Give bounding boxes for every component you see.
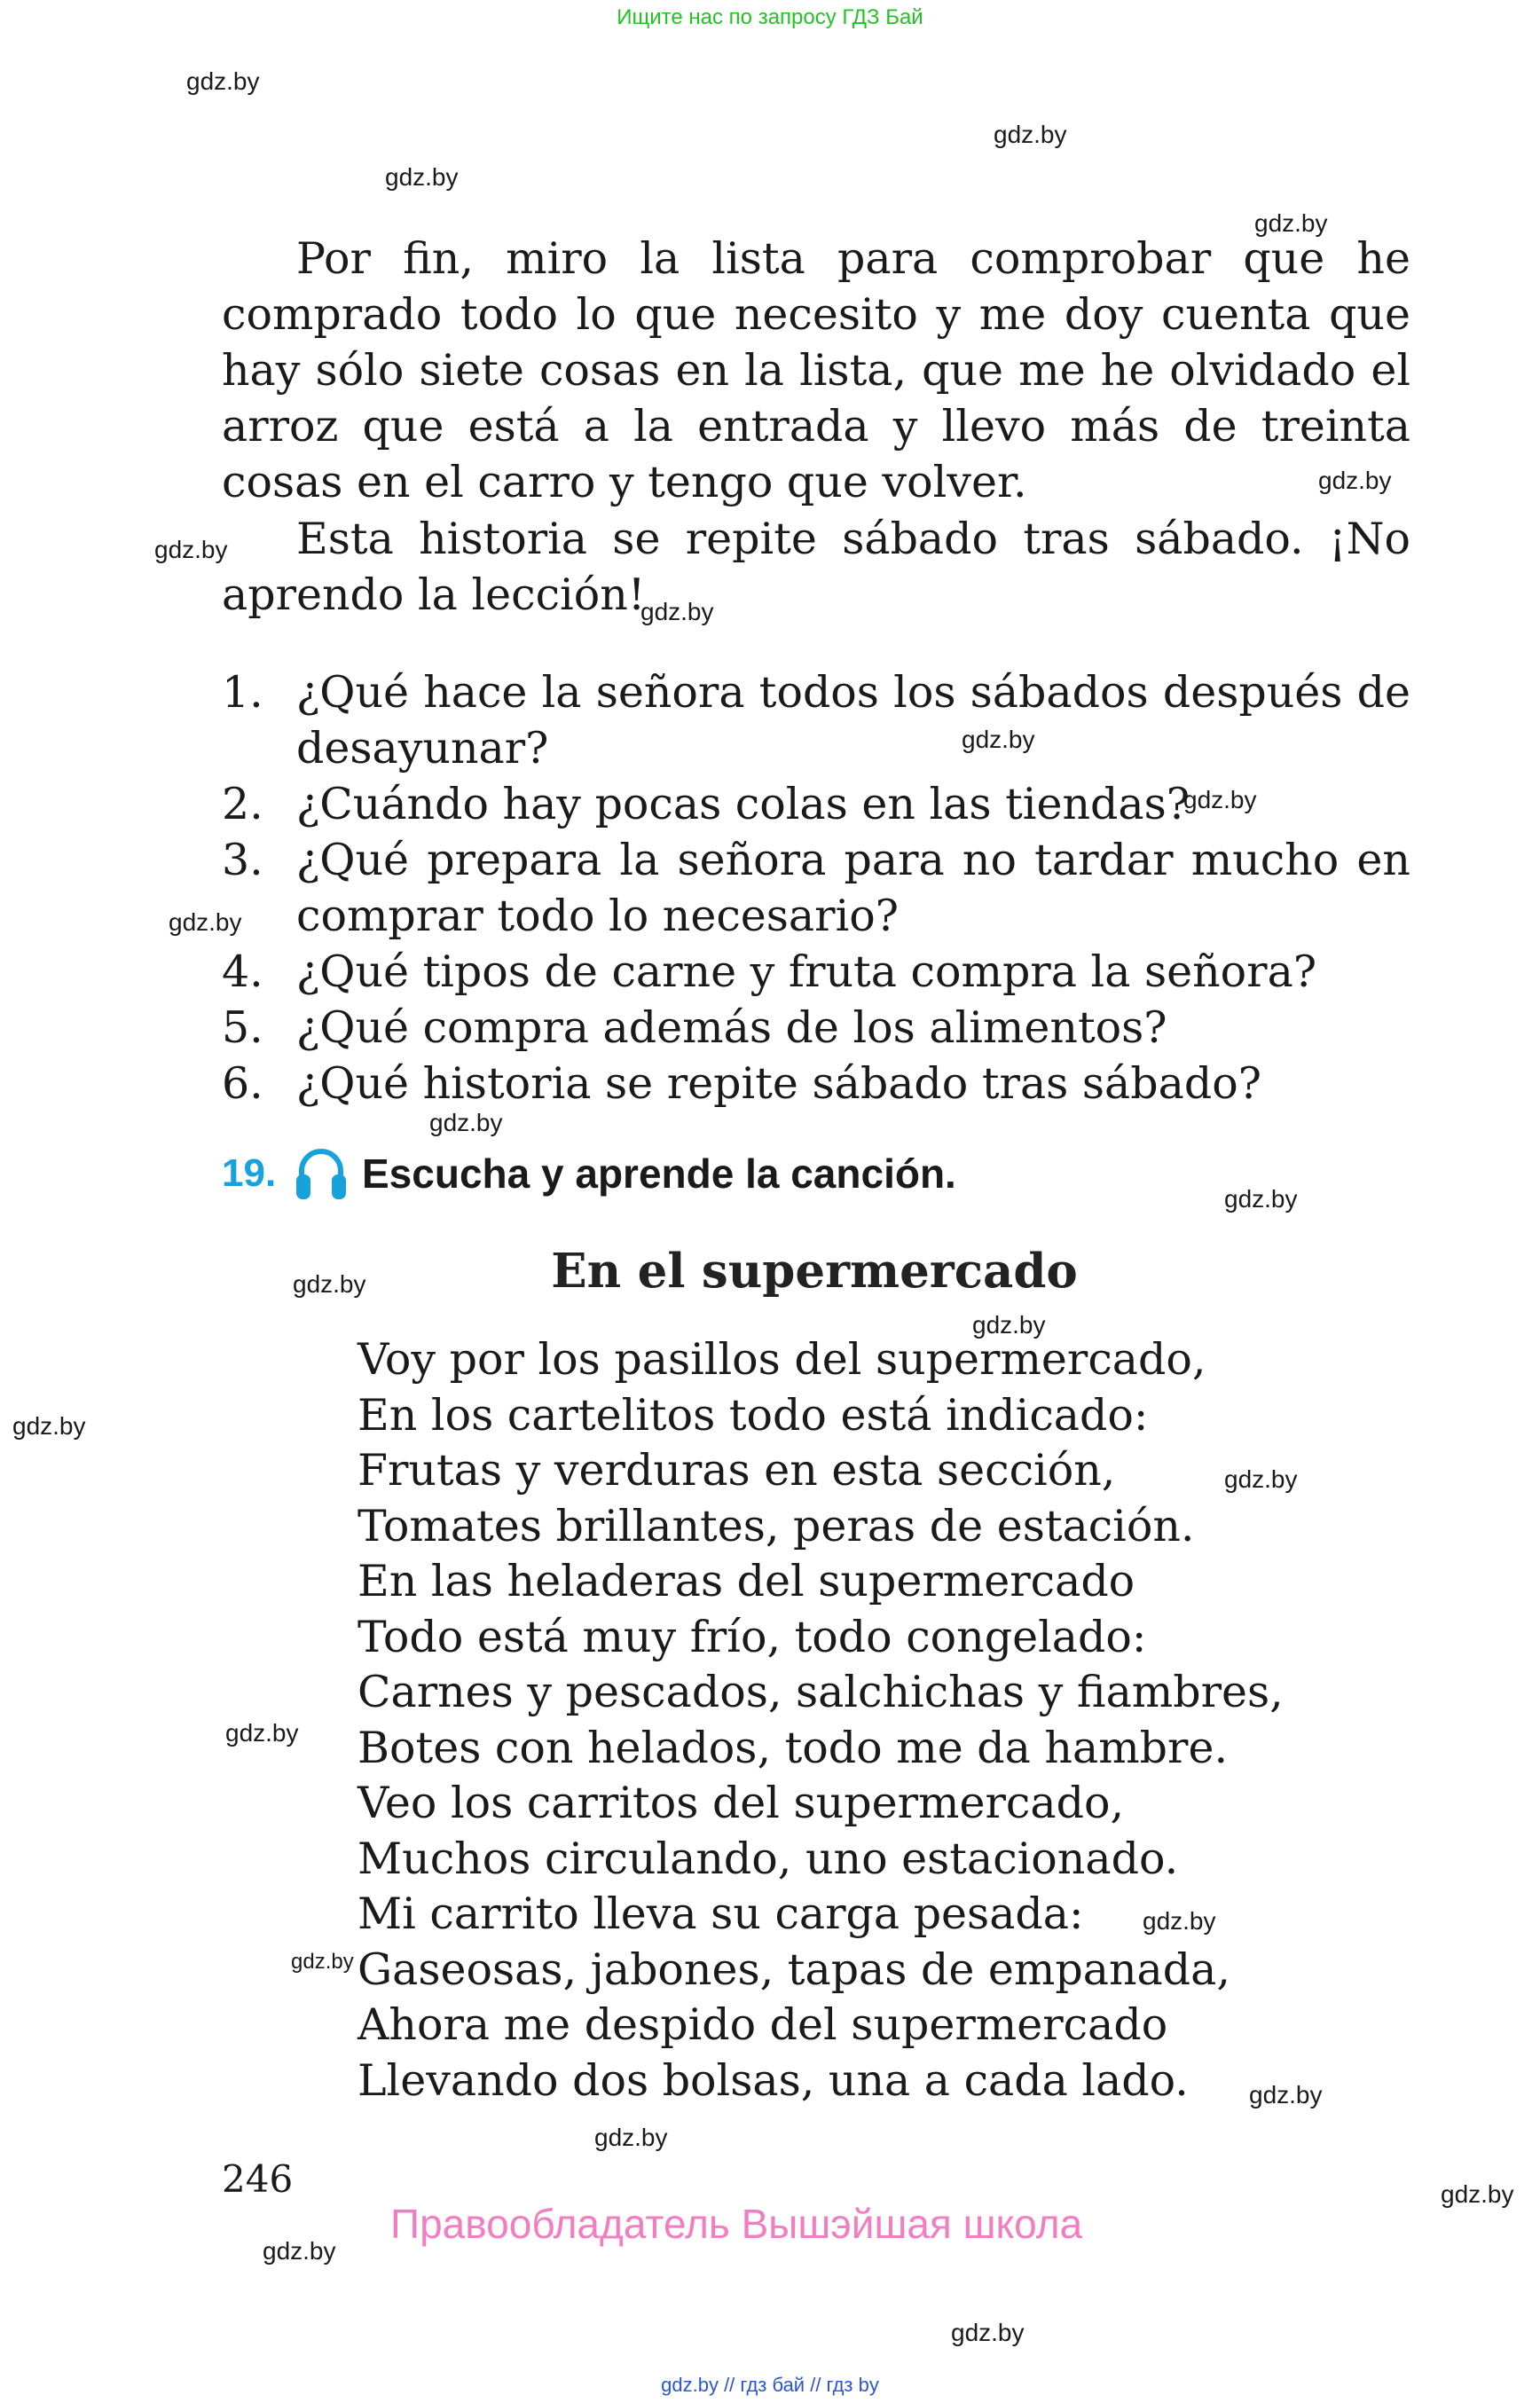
watermark: gdz.by bbox=[291, 1950, 354, 1974]
footer-links[interactable]: gdz.by // гдз бай // гдз by bbox=[661, 2374, 879, 2396]
watermark: gdz.by bbox=[169, 908, 242, 936]
song-line: Llevando dos bolsas, una a cada lado. bbox=[358, 2054, 1189, 2106]
text-paragraph: Esta historia se repite sábado tras sábado. ¡No aprendo la lección! bbox=[222, 514, 1410, 620]
watermark: gdz.by bbox=[12, 1412, 86, 1440]
song-line: Frutas y verduras en esta sección, bbox=[358, 1445, 1116, 1496]
question-item bbox=[222, 1056, 1410, 1111]
watermark: gdz.by bbox=[994, 121, 1067, 148]
question-item bbox=[222, 1000, 1410, 1056]
watermark: gdz.by bbox=[293, 1270, 366, 1298]
question-list bbox=[222, 664, 1410, 1111]
question-number: 4. bbox=[222, 946, 263, 997]
watermark: gdz.by bbox=[1254, 209, 1328, 237]
question-number: 3. bbox=[222, 835, 263, 885]
watermark: gdz.by bbox=[429, 1109, 503, 1136]
headphones-icon[interactable] bbox=[293, 1144, 350, 1203]
top-banner[interactable]: Ищите нас по запросу ГДЗ Бай bbox=[617, 5, 923, 29]
song-line: Muchos circulando, uno estacionado. bbox=[358, 1833, 1179, 1884]
watermark: gdz.by bbox=[186, 67, 260, 95]
watermark: gdz.by bbox=[951, 2319, 1025, 2346]
watermark: gdz.by bbox=[385, 163, 459, 191]
watermark: gdz.by bbox=[962, 726, 1035, 753]
watermark: gdz.by bbox=[1318, 467, 1392, 494]
song-line: Ahora me despido del supermercado bbox=[358, 1999, 1168, 2050]
watermark: gdz.by bbox=[972, 1311, 1046, 1339]
question-text: ¿Qué hace la señora todos los sábados después de desayunar? bbox=[296, 667, 1410, 774]
question-item bbox=[222, 832, 1410, 944]
song-line: En las heladeras del supermercado bbox=[358, 1556, 1135, 1606]
question-text: ¿Cuándo hay pocas colas en las tiendas? bbox=[296, 779, 1190, 829]
song-line: Botes con helados, todo me da hambre. bbox=[358, 1722, 1229, 1773]
song-line: Gaseosas, jabones, tapas de empanada, bbox=[358, 1944, 1230, 1995]
question-item bbox=[222, 776, 1410, 832]
watermark: gdz.by bbox=[594, 2124, 668, 2151]
watermark: gdz.by bbox=[1249, 2081, 1323, 2109]
question-item bbox=[222, 944, 1410, 1000]
question-text: ¿Qué tipos de carne y fruta compra la señora? bbox=[296, 946, 1317, 997]
question-item bbox=[222, 664, 1410, 776]
watermark: gdz.by bbox=[1224, 1185, 1298, 1213]
song-lyrics bbox=[358, 1332, 1284, 2109]
question-text: ¿Qué compra además de los alimentos? bbox=[296, 1002, 1167, 1053]
exercise-number: 19. bbox=[222, 1151, 277, 1195]
watermark: gdz.by bbox=[640, 598, 714, 625]
watermark: gdz.by bbox=[263, 2237, 336, 2265]
text-paragraph: Por fin, miro la lista para comprobar que he comprado todo lo que necesito y me doy cuenta que hay sólo siete cosas en la lista, que me he olvidado el arroz que está a la entrada y llevo más de treinta cosas en el carro y tengo que volver. bbox=[222, 233, 1410, 507]
copyright-notice: Правообладатель Вышэйшая школа bbox=[390, 2201, 1083, 2247]
song-line: En los cartelitos todo está indicado: bbox=[358, 1389, 1149, 1441]
page-number: 246 bbox=[222, 2157, 294, 2201]
song-line: Tomates brillantes, peras de estación. bbox=[358, 1500, 1195, 1551]
watermark: gdz.by bbox=[1441, 2180, 1514, 2208]
watermark: gdz.by bbox=[1224, 1465, 1298, 1493]
watermark: gdz.by bbox=[154, 536, 228, 563]
question-number: 6. bbox=[222, 1058, 263, 1109]
watermark: gdz.by bbox=[1143, 1907, 1216, 1935]
question-number: 1. bbox=[222, 667, 263, 718]
song-line: Mi carrito lleva su carga pesada: bbox=[358, 1889, 1084, 1939]
question-text: ¿Qué prepara la señora para no tardar mucho en comprar todo lo necesario? bbox=[296, 835, 1410, 941]
exercise-header bbox=[222, 1144, 956, 1203]
exercise-instruction: Escucha y aprende la canción. bbox=[362, 1150, 956, 1197]
question-number: 2. bbox=[222, 779, 263, 829]
watermark: gdz.by bbox=[225, 1719, 299, 1747]
song-title: En el supermercado bbox=[551, 1244, 1078, 1299]
song-line: Carnes y pescados, salchichas y fiambres, bbox=[358, 1667, 1284, 1717]
song-line: Todo está muy frío, todo congelado: bbox=[358, 1611, 1147, 1662]
question-text: ¿Qué historia se repite sábado tras sábado? bbox=[296, 1058, 1261, 1109]
song-line: Voy por los pasillos del supermercado, bbox=[358, 1334, 1206, 1385]
watermark: gdz.by bbox=[1183, 786, 1257, 813]
question-number: 5. bbox=[222, 1002, 263, 1053]
song-line: Veo los carritos del supermercado, bbox=[358, 1778, 1125, 1828]
